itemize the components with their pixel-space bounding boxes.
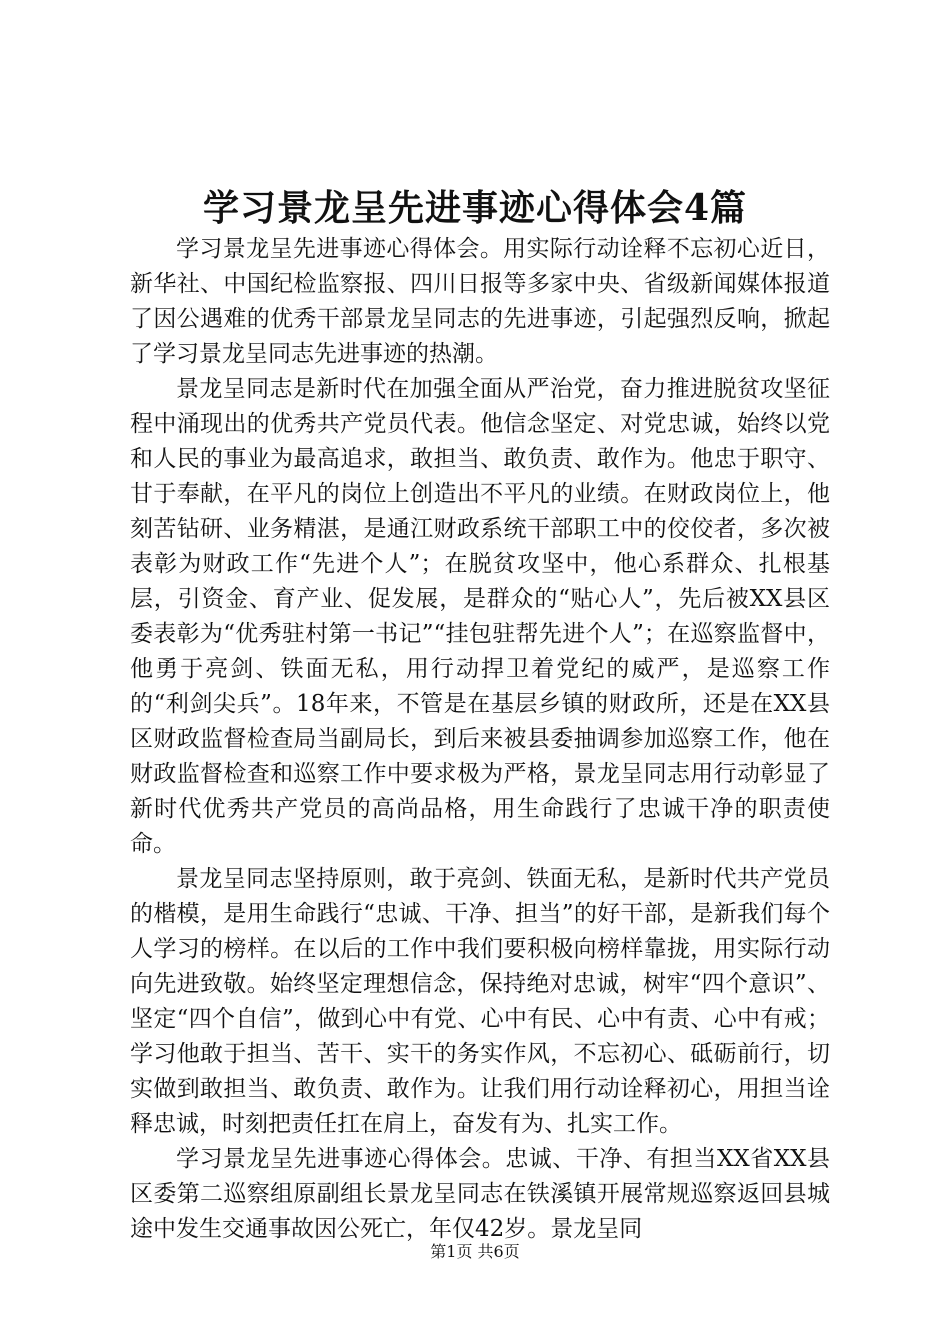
page-number-footer: 第1页 共6页 (430, 1242, 520, 1261)
document-title: 学习景龙呈先进事迹心得体会4篇 (202, 187, 748, 229)
paragraph-3: 景龙呈同志坚持原则，敢于亮剑、铁面无私，是新时代共产党员的楷模，是用生命践行“忠诚、干净、担当”的好干部，是新我们每个人学习的榜样。在以后的工作中我们要积极向榜样靠拢，用实际行动向先进致敬。始终坚定理想信念，保持绝对忠诚，树牢“四个意识”、坚定“四个自信”，做到心中有党、心中有民、心中有责、心中有戒；学习他敢于担当、苦干、实干的务实作风，不忘初心、砥砺前行，切实做到敢担当、敢负责、敢作为。让我们用行动诠释初心，用担当诠释忠诚，时刻把责任扛在肩上，奋发有为、扎实工作。 (130, 866, 830, 1137)
document-body (130, 232, 830, 1247)
paragraph-4: 学习景龙呈先进事迹心得体会。忠诚、干净、有担当XX省XX县区委第二巡察组原副组长景龙呈同志在铁溪镇开展常规巡察返回县城途中发生交通事故因公死亡，年仅42岁。景龙呈同 (130, 1146, 830, 1242)
paragraph-2: 景龙呈同志是新时代在加强全面从严治党，奋力推进脱贫攻坚征程中涌现出的优秀共产党员代表。他信念坚定、对党忠诚，始终以党和人民的事业为最高追求，敢担当、敢负责、敢作为。他忠于职守、甘于奉献，在平凡的岗位上创造出不平凡的业绩。在财政岗位上，他刻苦钻研、业务精湛，是通江财政系统干部职工中的佼佼者，多次被表彰为财政工作“先进个人”；在脱贫攻坚中，他心系群众、扎根基层，引资金、育产业、促发展，是群众的“贴心人”，先后被XX县区委表彰为“优秀驻村第一书记”“挂包驻帮先进个人”；在巡察监督中，他勇于亮剑、铁面无私，用行动捍卫着党纪的威严，是巡察工作的“利剑尖兵”。18年来，不管是在基层乡镇的财政所，还是在XX县区财政监督检查局当副局长，到后来被县委抽调参加巡察工作，他在财政监督检查和巡察工作中要求极为严格，景龙呈同志用行动彰显了新时代优秀共产党员的高尚品格，用生命践行了忠诚干净的职责使命。 (130, 376, 830, 857)
paragraph-1: 学习景龙呈先进事迹心得体会。用实际行动诠释不忘初心近日，新华社、中国纪检监察报、四川日报等多家中央、省级新闻媒体报道了因公遇难的优秀干部景龙呈同志的先进事迹，引起强烈反响，掀起了学习景龙呈同志先进事迹的热潮。 (130, 236, 830, 367)
